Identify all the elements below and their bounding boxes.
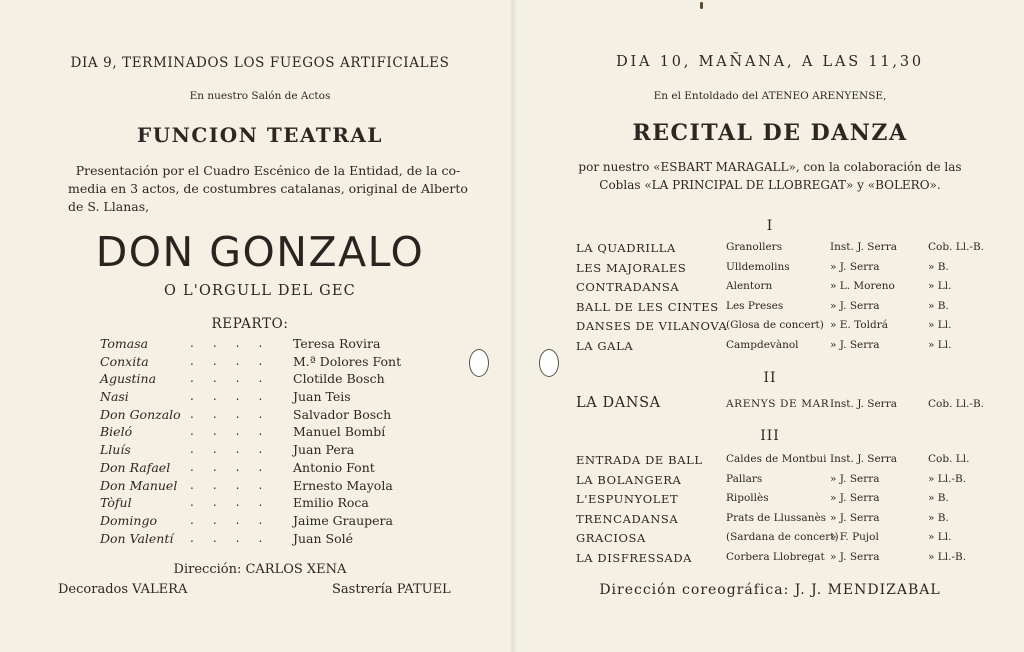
- right-page: [540, 0, 1000, 652]
- dance-origin: Prats de Llussanès: [726, 511, 827, 524]
- function-title: FUNCION TEATRAL: [137, 123, 383, 147]
- dance-name: LA GALA: [576, 338, 634, 353]
- role-name: Don Gonzalo: [100, 406, 181, 422]
- dance-instrumentation: Inst. J. Serra: [830, 453, 897, 465]
- dance-origin: Granollers: [726, 241, 783, 253]
- actor-name: Juan Pera: [293, 442, 355, 458]
- leader-dots: ....: [190, 389, 282, 404]
- dance-cobla: Cob. Ll.-B.: [928, 241, 985, 253]
- collab-line: por nuestro «ESBART MARAGALL», con la colaboración de las: [578, 160, 962, 174]
- dance-instrumentation: » J. Serra: [830, 511, 880, 524]
- leader-dots: ....: [190, 406, 282, 421]
- collab-text: [560, 158, 980, 194]
- dance-row: [576, 531, 986, 551]
- direction-credit: Dirección: CARLOS XENA: [173, 562, 347, 577]
- dance-name: ENTRADA DE BALL: [576, 453, 703, 467]
- dance-cobla: » B.: [928, 260, 949, 273]
- play-subtitle: O L'ORGULL DEL GEC: [164, 283, 356, 299]
- leader-dots: ....: [190, 424, 282, 439]
- dance-instrumentation: Inst. J. Serra: [830, 398, 897, 410]
- dance-name: TRENCADANSA: [576, 511, 679, 526]
- dance-cobla: » Ll.: [928, 319, 952, 331]
- choreography-credit: Dirección coreográfica: J. J. MENDIZABAL: [599, 582, 941, 598]
- dance-name: GRACIOSA: [576, 531, 646, 545]
- presentation-line: Presentación por el Cuadro Escénico de la Entidad, de la co-: [75, 163, 461, 178]
- left-page: [20, 0, 500, 652]
- role-name: Tomasa: [100, 336, 149, 351]
- dance-list-1: [576, 241, 986, 358]
- cast-row: [100, 371, 440, 389]
- dance-origin: (Glosa de concert): [726, 319, 824, 331]
- cast-row: [100, 513, 440, 531]
- dance-origin: ARENYS DE MAR: [726, 398, 830, 410]
- center-fold: [510, 0, 516, 652]
- dance-instrumentation: Inst. J. Serra: [830, 241, 897, 253]
- dance-cobla: » Ll.: [928, 280, 952, 292]
- actor-name: Emilio Roca: [293, 495, 369, 511]
- cast-row: [100, 389, 440, 407]
- dance-name: LA QUADRILLA: [576, 241, 676, 255]
- dance-row: [576, 512, 986, 532]
- role-name: Don Manuel: [100, 477, 178, 493]
- dance-cobla: » B.: [928, 299, 949, 312]
- cast-list: [100, 336, 440, 548]
- leader-dots: ....: [190, 459, 282, 474]
- presentation-line: de S. Llanas,: [68, 199, 150, 214]
- cast-row: [100, 460, 440, 478]
- dance-name: LES MAJORALES: [576, 260, 687, 275]
- dance-name: DANSES DE VILANOVA: [576, 319, 728, 333]
- event-date-line: DIA 10, MAÑANA, A LAS 11,30: [616, 54, 924, 70]
- role-name: Nasi: [100, 389, 129, 405]
- role-name: Don Rafael: [100, 459, 171, 475]
- actor-name: Juan Solé: [293, 530, 354, 546]
- dance-row: [576, 551, 986, 571]
- dance-instrumentation: » L. Moreno: [830, 280, 895, 292]
- dance-name: BALL DE LES CINTES: [576, 299, 719, 314]
- actor-name: Ernesto Mayola: [293, 477, 393, 493]
- dance-row: [576, 453, 986, 473]
- dance-cobla: Cob. Ll.-B.: [928, 398, 985, 410]
- dance-name: LA DISFRESSADA: [576, 550, 693, 565]
- dance-instrumentation: » J. Serra: [830, 299, 880, 312]
- dance-origin: Corbera Llobregat: [726, 550, 825, 563]
- play-title: DON GONZALO: [95, 228, 425, 276]
- dance-cobla: » B.: [928, 511, 949, 524]
- event-date-line: DIA 9, TERMINADOS LOS FUEGOS ARTIFICIALES: [70, 55, 450, 71]
- dance-name: L'ESPUNYOLET: [576, 492, 679, 506]
- costumes-credit: Sastrería PATUEL: [332, 582, 451, 597]
- dance-row: [576, 319, 986, 339]
- dance-list-2: [576, 395, 986, 417]
- cast-heading: REPARTO:: [211, 316, 289, 332]
- actor-name: Clotilde Bosch: [293, 371, 385, 387]
- venue-line: En el Entoldado del ATENEO ARENYENSE,: [653, 90, 887, 102]
- role-name: Domingo: [100, 512, 157, 528]
- actor-name: Antonio Font: [293, 459, 375, 475]
- dance-origin: Les Preses: [726, 299, 784, 312]
- cast-row: [100, 442, 440, 460]
- collab-line: Coblas «LA PRINCIPAL DE LLOBREGAT» y «BOLERO».: [599, 178, 941, 192]
- dance-list-3: [576, 453, 986, 570]
- actor-name: Juan Teis: [293, 389, 351, 405]
- dance-row: [576, 339, 986, 359]
- leader-dots: ....: [190, 530, 282, 545]
- dance-name: CONTRADANSA: [576, 280, 680, 294]
- dance-row: [576, 395, 986, 417]
- dance-row: [576, 473, 986, 493]
- dance-origin: Campdevànol: [726, 338, 799, 351]
- leader-dots: ....: [190, 371, 282, 386]
- role-name: Conxita: [100, 353, 149, 369]
- cast-row: [100, 336, 440, 354]
- section-number: III: [760, 428, 780, 444]
- role-name: Bieló: [100, 424, 133, 440]
- leader-dots: ....: [190, 336, 282, 350]
- leader-dots: ....: [190, 512, 282, 527]
- leader-dots: ....: [190, 442, 282, 457]
- dance-cobla: » Ll.-B.: [928, 472, 967, 485]
- presentation-text: [68, 162, 468, 216]
- cast-row: [100, 495, 440, 513]
- cast-row: [100, 354, 440, 372]
- dance-cobla: » B.: [928, 492, 949, 504]
- actor-name: Salvador Bosch: [293, 406, 392, 422]
- dance-instrumentation: » J. Serra: [830, 260, 880, 273]
- presentation-line: media en 3 actos, de costumbres catalanas, original de Alberto: [68, 181, 468, 196]
- dance-origin: (Sardana de concert): [726, 531, 839, 543]
- role-name: Tòful: [100, 495, 132, 511]
- dance-name: LA BOLANGERA: [576, 472, 682, 487]
- leader-dots: ....: [190, 495, 282, 510]
- leader-dots: ....: [190, 477, 282, 492]
- recital-title: RECITAL DE DANZA: [632, 120, 908, 146]
- leader-dots: ....: [190, 353, 282, 368]
- section-number: II: [763, 370, 777, 386]
- dance-cobla: » Ll.: [928, 531, 952, 543]
- cast-row: [100, 407, 440, 425]
- actor-name: Teresa Rovira: [293, 336, 381, 351]
- dance-instrumentation: » J. Serra: [830, 338, 880, 351]
- actor-name: M.ª Dolores Font: [293, 353, 402, 369]
- dance-instrumentation: » J. Serra: [830, 550, 880, 563]
- venue-line: En nuestro Salón de Actos: [189, 90, 331, 102]
- dance-origin: Ulldemolins: [726, 260, 790, 273]
- dance-origin: Alentorn: [726, 280, 773, 292]
- dance-origin: Caldes de Montbui: [726, 453, 827, 465]
- actor-name: Jaime Graupera: [293, 512, 393, 528]
- sets-credit: Decorados VALERA: [58, 582, 188, 597]
- cast-row: [100, 478, 440, 496]
- section-number: I: [766, 218, 774, 234]
- role-name: Lluís: [100, 442, 131, 458]
- actor-name: Manuel Bombí: [293, 424, 386, 440]
- cast-row: [100, 531, 440, 549]
- dance-cobla: Cob. Ll.: [928, 453, 970, 465]
- dance-cobla: » Ll.-B.: [928, 550, 967, 563]
- dance-name: LA DANSA: [576, 395, 661, 411]
- dance-instrumentation: » F. Pujol: [830, 531, 879, 543]
- dance-instrumentation: » J. Serra: [830, 492, 880, 504]
- dance-origin: Ripollès: [726, 492, 769, 504]
- dance-row: [576, 241, 986, 261]
- dance-row: [576, 280, 986, 300]
- dance-cobla: » Ll.: [928, 338, 952, 351]
- dance-row: [576, 300, 986, 320]
- role-name: Don Valentí: [100, 530, 174, 546]
- dance-row: [576, 261, 986, 281]
- dance-instrumentation: » E. Toldrá: [830, 319, 888, 331]
- dance-row: [576, 492, 986, 512]
- dance-origin: Pallars: [726, 472, 763, 485]
- role-name: Agustina: [100, 371, 157, 387]
- dance-instrumentation: » J. Serra: [830, 472, 880, 485]
- cast-row: [100, 424, 440, 442]
